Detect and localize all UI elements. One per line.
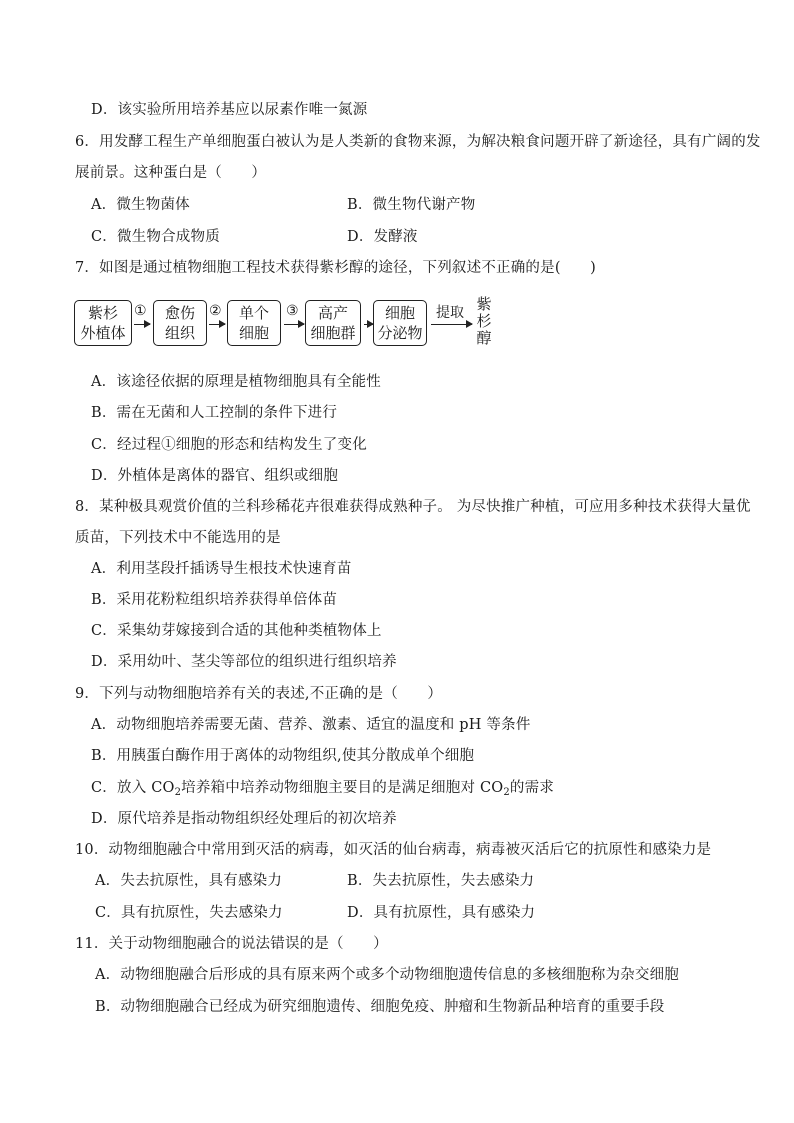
- flow-step-2: ②: [209, 303, 222, 319]
- flow-arrow-2: [209, 324, 225, 325]
- q9-option-c-part3: 的需求: [509, 780, 555, 796]
- q9-option-c: [91, 778, 554, 798]
- flow-box-cell-group-line2: 细胞群: [310, 324, 356, 342]
- q6-option-d: D．发酵液: [347, 229, 418, 245]
- q6-option-b: B．微生物代谢产物: [347, 197, 476, 213]
- flow-box-explant-line2: 外植体: [80, 324, 126, 342]
- flow-box-single-cell-line1: 单个: [238, 304, 269, 322]
- q7-option-b: B．需在无菌和人工控制的条件下进行: [91, 405, 338, 421]
- flow-arrow-4: [364, 324, 373, 325]
- flow-box-callus-line2: 组织: [164, 324, 195, 342]
- q11-option-b: B．动物细胞融合已经成为研究细胞遗传、细胞免疫、肿瘤和生物新品种培育的重要手段: [95, 999, 665, 1015]
- q9-option-a: A．动物细胞培养需要无菌、营养、激素、适宜的温度和 pH 等条件: [91, 717, 531, 733]
- flow-box-cell-group-line1: 高产: [317, 304, 348, 322]
- q11-stem: 11．关于动物细胞融合的说法错误的是（ ）: [75, 936, 388, 952]
- q6-option-a: A．微生物菌体: [91, 197, 190, 213]
- q9-option-d: D．原代培养是指动物组织经处理后的初次培养: [91, 811, 397, 827]
- flow-box-single-cell-line2: 细胞: [238, 324, 269, 342]
- flow-box-secretion-line1: 细胞: [384, 304, 415, 322]
- q11-option-a: A．动物细胞融合后形成的具有原来两个或多个动物细胞遗传信息的多核细胞称为杂交细胞: [95, 967, 679, 983]
- flow-product-char3: 醇: [476, 329, 492, 347]
- q8-stem-line2: 质苗，下列技术中不能选用的是: [75, 530, 281, 546]
- q5-option-d: D．该实验所用培养基应以尿素作唯一氮源: [91, 102, 368, 118]
- flow-box-single-cell: [227, 300, 281, 346]
- flow-product-char1: 紫: [476, 295, 492, 313]
- q8-option-c: C．采集幼芽嫁接到合适的其他种类植物体上: [91, 623, 382, 639]
- q9-option-c-part1: C．放入 CO: [91, 780, 175, 796]
- q7-stem: 7．如图是通过植物细胞工程技术获得紫杉醇的途径，下列叙述不正确的是( ): [75, 260, 596, 276]
- q8-option-d: D．采用幼叶、茎尖等部位的组织进行组织培养: [91, 654, 397, 670]
- flow-box-callus: [153, 300, 207, 346]
- q7-option-c: C．经过程①细胞的形态和结构发生了变化: [91, 437, 367, 453]
- flow-box-callus-line1: 愈伤: [164, 304, 195, 322]
- q10-option-b: B．失去抗原性，失去感染力: [347, 873, 535, 889]
- q9-option-c-sub1: 2: [174, 787, 182, 798]
- flow-box-cell-group: [305, 300, 361, 346]
- flow-arrow-3: [284, 324, 304, 325]
- q8-stem-line1: 8．某种极具观赏价值的兰科珍稀花卉很难获得成熟种子。 为尽快推广种植，可应用多种技术获得大量优: [75, 499, 751, 515]
- q9-option-c-sub2: 2: [503, 787, 510, 798]
- flow-box-secretion-line2: 分泌物: [377, 324, 423, 342]
- q10-stem: 10．动物细胞融合中常用到灭活的病毒，如灭活的仙台病毒，病毒被灭活后它的抗原性和感染力是: [75, 842, 712, 858]
- q10-option-d: D．具有抗原性，具有感染力: [347, 905, 536, 921]
- q8-option-a: A．利用茎段扦插诱导生根技术快速育苗: [91, 561, 352, 577]
- q7-option-d: D．外植体是离体的器官、组织或细胞: [91, 468, 339, 484]
- q9-option-c-part2: 培养箱中培养动物细胞主要目的是满足细胞对 CO: [181, 780, 504, 796]
- q10-option-a: A．失去抗原性，具有感染力: [95, 873, 283, 889]
- q6-stem-line2: 展前景。这种蛋白是（ ）: [75, 165, 267, 181]
- q6-stem-line1: 6．用发酵工程生产单细胞蛋白被认为是人类新的食物来源，为解决粮食问题开辟了新途径，具有广阔的发: [75, 134, 761, 150]
- flow-extract-label: 提取: [436, 305, 464, 321]
- flow-arrow-1: [134, 324, 150, 325]
- flow-box-explant: [74, 300, 132, 346]
- flow-arrow-extract: [431, 324, 472, 325]
- flow-product-taxol: [475, 296, 493, 347]
- flow-product-char2: 杉: [476, 312, 492, 330]
- flow-box-explant-line1: 紫杉: [87, 304, 118, 322]
- flow-step-3: ③: [286, 303, 299, 319]
- q7-option-a: A．该途径依据的原理是植物细胞具有全能性: [91, 374, 381, 390]
- flow-step-1: ①: [134, 303, 147, 319]
- flow-box-secretion: [373, 300, 427, 346]
- q9-stem: 9．下列与动物细胞培养有关的表述,不正确的是（ ）: [75, 686, 443, 702]
- q6-option-c: C．微生物合成物质: [91, 229, 220, 245]
- q10-option-c: C．具有抗原性，失去感染力: [95, 905, 283, 921]
- q8-option-b: B．采用花粉粒组织培养获得单倍体苗: [91, 592, 338, 608]
- q9-option-b: B．用胰蛋白酶作用于离体的动物组织,使其分散成单个细胞: [91, 748, 475, 764]
